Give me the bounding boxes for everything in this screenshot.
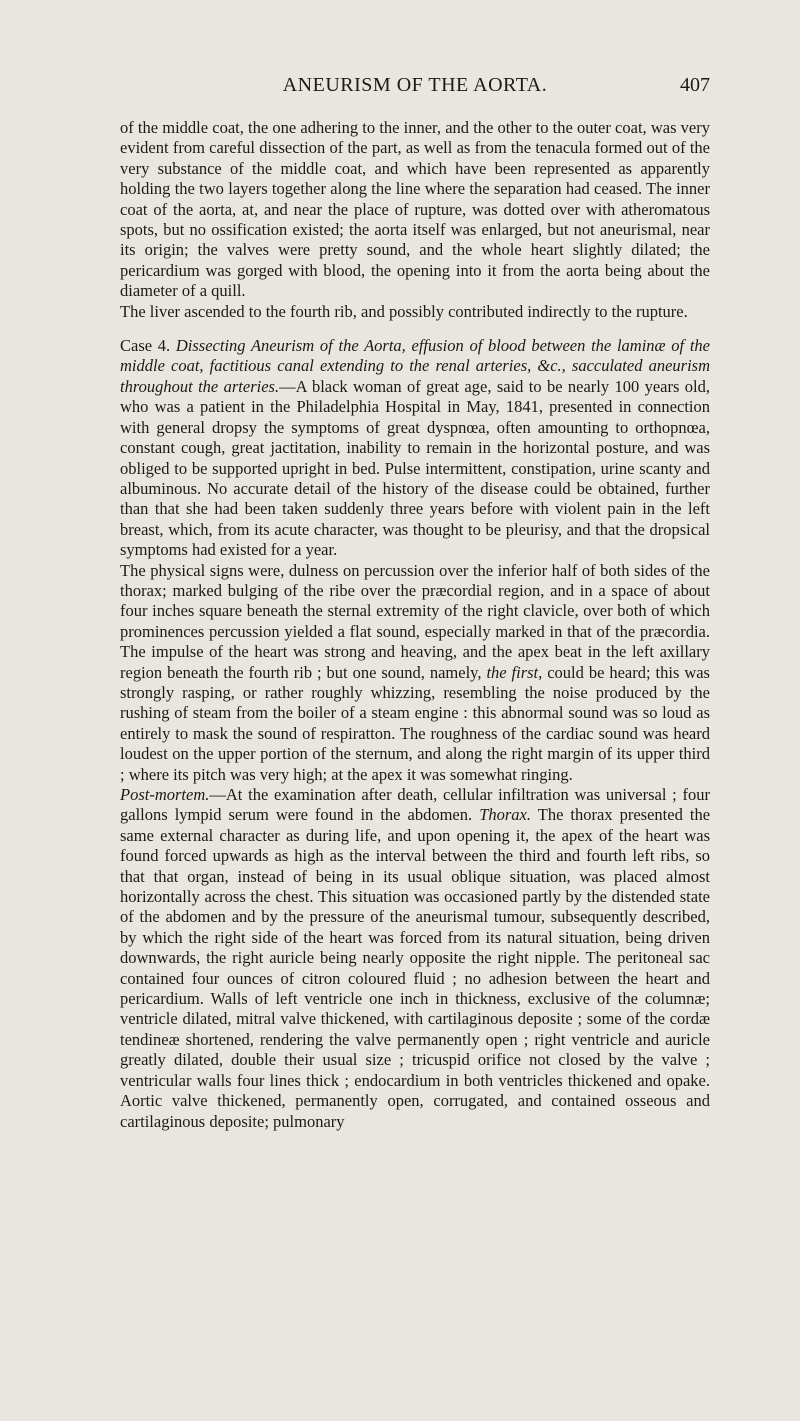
- paragraph-case-4: [120, 336, 710, 560]
- physical-signs-emphasis: the first,: [486, 662, 543, 682]
- paragraph-post-mortem: [120, 785, 710, 1132]
- paragraph-liver: The liver ascended to the fourth rib, and possibly contributed indirectly to the rupture.: [120, 301, 688, 321]
- page-header: [120, 74, 710, 104]
- thorax-label: Thorax.: [479, 805, 531, 825]
- case-text: —A black woman of great age, said to be nearly 100 years old, who was a patient in the Philadelphia Hospital in May, 1841, presented in connection with general dropsy the symptoms of great dyspnœa, often amounting to orthopnœa, constant cough, great jactitation, inability to remain in the horizontal posture, and was obliged to be supported upright in bed. Pulse intermittent, constipation, urine scanty and albuminous. No accurate detail of the history of the disease could be obtained, further than that she had been taken suddenly three years before with violent pain in the left breast, which, from its acute character, was thought to be pleurisy, and that the dropsical symptoms had existed for a year.: [120, 376, 710, 560]
- running-head: ANEURISM OF THE AORTA.: [282, 74, 548, 96]
- case-label: Case 4.: [120, 336, 171, 356]
- page-number: 407: [680, 74, 710, 96]
- paragraph-continuation: of the middle coat, the one adhering to the inner, and the other to the outer coat, was very evident from careful dissection of the part, as well as from the tenacula formed out of the very substance of the middle coat, and which have been represented as apparently holding the two layers together along the line where the separation had ceased. The inner coat of the aorta, at, and near the place of rupture, was dotted over with atheromatous spots, but no ossification existed; the aorta itself was enlarged, but not aneurismal, near its origin; the valves were pretty sound, and the whole heart slightly dilated; the pericardium was gorged with blood, the opening into it from the aorta being about the diameter of a quill.: [120, 118, 710, 301]
- post-mortem-text-b: The thorax presented the same external character as during life, and upon opening it, the apex of the heart was found forced upwards as high as the interval between the third and fourth left ribs, so that that organ, instead of being in its usual oblique situation, was placed almost horizontally across the chest. This situation was occasioned partly by the distended state of the abdomen and by the pressure of the aneurismal tumour, subsequently described, by which the right side of the heart was forced from its natural situation, being driven downwards, the right auricle being nearly opposite the right nipple. The peritoneal sac contained four ounces of citron coloured fluid ; no adhesion between the heart and pericardium. Walls of left ventricle one inch in thickness, exclusive of the columnæ; ventricle dilated, mitral valve thickened, with cartilaginous deposite ; some of the cordæ tendineæ shortened, rendering the valve permanently open ; right ventricle and auricle greatly dilated, double their usual size ; tricuspid orifice not closed by the valve ; ventricular walls four lines thick ; endocardium in both ventricles thickened and opake. Aortic valve thickened, permanently open, corrugated, and contained osseous and cartilaginous deposite; pulmonary: [120, 805, 711, 1131]
- paragraph-physical-signs: [120, 561, 710, 785]
- physical-signs-text-a: The physical signs were, dulness on percussion over the inferior half of both sides of the thorax; marked bulging of the ribe over the præcordial region, and in a space of about four inches square beneath the sternal extremity of the right clavicle, over both of which prominences percussion yielded a flat sound, especially marked in that of the præcordia. The impulse of the heart was strong and heaving, and the apex beat in the left axillary region beneath the fourth rib ; but one sound, namely,: [120, 560, 710, 682]
- case-title: Dissecting Aneurism of the Aorta, effusion of blood between the laminæ of the middle coat, factitious canal extending to the renal arteries, &c., sacculated aneurism throughout the arteries.: [120, 336, 710, 396]
- section-gap: [120, 322, 710, 336]
- body-text: [120, 118, 710, 1132]
- post-mortem-text-a: —At the examination after death, cellular infiltration was universal ; four gallons lympid serum were found in the abdomen.: [120, 785, 710, 825]
- post-mortem-label: Post-mortem.: [120, 785, 210, 804]
- physical-signs-text-b: could be heard; this was strongly rasping, or rather roughly whizzing, resembling the noise produced by the rushing of steam from the boiler of a steam engine : this abnormal sound was so loud as entirely to mask the sound of respiratton. The roughness of the cardiac sound was heard loudest on the upper portion of the sternum, and along the right margin of its upper third ; where its pitch was very high; at the apex it was somewhat ringing.: [120, 662, 710, 784]
